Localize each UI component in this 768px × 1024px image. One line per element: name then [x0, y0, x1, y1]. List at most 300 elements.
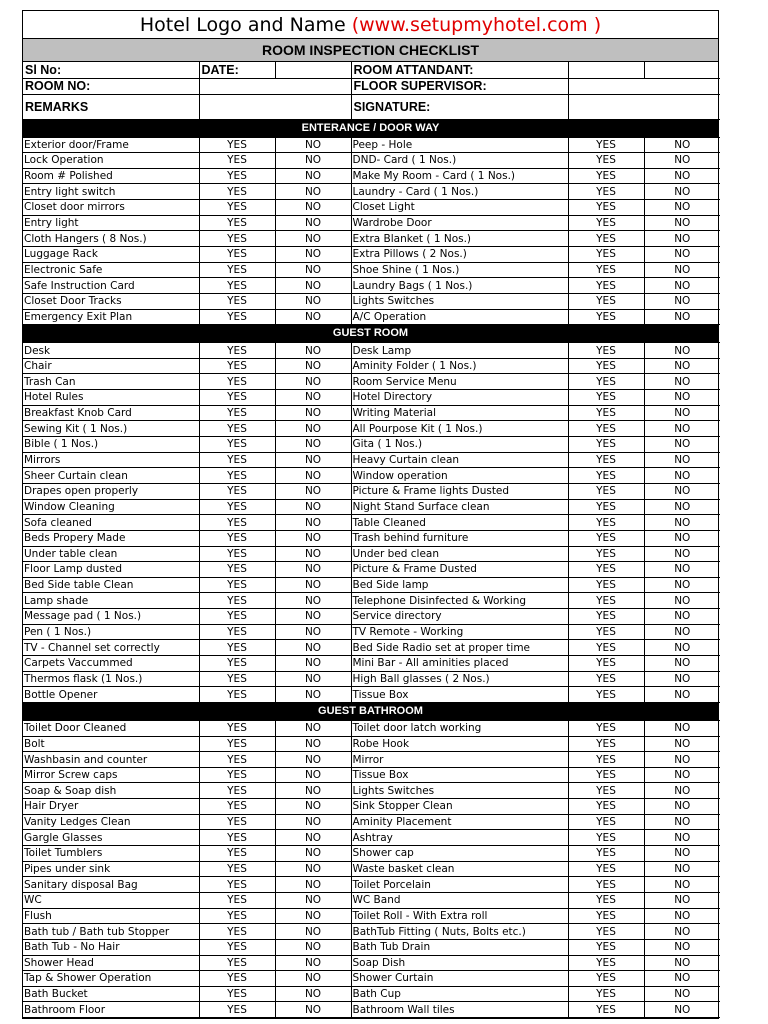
no-option[interactable]: NO: [275, 309, 351, 325]
no-option[interactable]: NO: [275, 861, 351, 877]
no-option[interactable]: NO: [275, 736, 351, 752]
no-option[interactable]: NO: [644, 814, 720, 830]
yes-option[interactable]: YES: [199, 374, 275, 390]
checklist-row: [23, 767, 720, 783]
checklist-row: [23, 168, 720, 184]
checklist-row: [23, 200, 720, 216]
yes-option[interactable]: YES: [568, 546, 644, 562]
yes-option[interactable]: YES: [568, 168, 644, 184]
no-option[interactable]: NO: [275, 877, 351, 893]
checklist-row: [23, 153, 720, 169]
no-option[interactable]: NO: [644, 986, 720, 1002]
no-option[interactable]: NO: [644, 231, 720, 247]
yes-option[interactable]: YES: [199, 671, 275, 687]
yes-option[interactable]: YES: [199, 577, 275, 593]
yes-option[interactable]: YES: [199, 309, 275, 325]
no-option[interactable]: NO: [644, 908, 720, 924]
yes-option[interactable]: YES: [199, 231, 275, 247]
item-label: Closet door mirrors: [23, 200, 199, 216]
no-option[interactable]: NO: [644, 530, 720, 546]
no-option[interactable]: NO: [275, 687, 351, 703]
no-option[interactable]: NO: [644, 830, 720, 846]
no-option[interactable]: NO: [644, 215, 720, 231]
no-option[interactable]: NO: [644, 200, 720, 216]
floor-supervisor-field[interactable]: [568, 78, 720, 94]
checklist-row: [23, 262, 720, 278]
yes-option[interactable]: YES: [568, 184, 644, 200]
no-option[interactable]: NO: [644, 293, 720, 309]
yes-option[interactable]: YES: [199, 908, 275, 924]
yes-option[interactable]: YES: [568, 736, 644, 752]
no-option[interactable]: NO: [644, 846, 720, 862]
yes-option[interactable]: YES: [568, 767, 644, 783]
no-option[interactable]: NO: [644, 624, 720, 640]
yes-option[interactable]: YES: [568, 374, 644, 390]
yes-option[interactable]: YES: [199, 562, 275, 578]
no-option[interactable]: NO: [644, 343, 720, 359]
item-label: Bath Cup: [351, 986, 568, 1002]
checklist-row: [23, 231, 720, 247]
checklist-row: [23, 877, 720, 893]
no-option[interactable]: NO: [275, 246, 351, 262]
item-label: Bolt: [23, 736, 199, 752]
no-option[interactable]: NO: [275, 153, 351, 169]
item-label: Soap Dish: [351, 955, 568, 971]
yes-option[interactable]: YES: [199, 624, 275, 640]
no-option[interactable]: NO: [275, 262, 351, 278]
yes-option[interactable]: YES: [199, 168, 275, 184]
no-option[interactable]: NO: [275, 374, 351, 390]
yes-option[interactable]: YES: [199, 783, 275, 799]
item-label: Writing Material: [351, 405, 568, 421]
no-option[interactable]: NO: [644, 358, 720, 374]
signature-field[interactable]: [568, 94, 720, 119]
no-option[interactable]: NO: [644, 971, 720, 987]
room-no-label: ROOM NO:: [23, 78, 199, 94]
no-option[interactable]: NO: [644, 546, 720, 562]
item-label: Shoe Shine ( 1 Nos.): [351, 262, 568, 278]
no-option[interactable]: NO: [275, 593, 351, 609]
checklist-row: [23, 671, 720, 687]
yes-option[interactable]: YES: [199, 939, 275, 955]
yes-option[interactable]: YES: [568, 814, 644, 830]
yes-option[interactable]: YES: [199, 262, 275, 278]
no-option[interactable]: NO: [644, 421, 720, 437]
yes-option[interactable]: YES: [568, 1002, 644, 1018]
yes-option[interactable]: YES: [199, 924, 275, 940]
no-option[interactable]: NO: [644, 687, 720, 703]
yes-option[interactable]: YES: [199, 405, 275, 421]
yes-option[interactable]: YES: [199, 892, 275, 908]
yes-option[interactable]: YES: [568, 246, 644, 262]
yes-option[interactable]: YES: [199, 720, 275, 736]
item-label: Breakfast Knob Card: [23, 405, 199, 421]
item-label: Gargle Glasses: [23, 830, 199, 846]
checklist-table: [23, 342, 720, 703]
no-option[interactable]: NO: [644, 184, 720, 200]
item-label: Trash Can: [23, 374, 199, 390]
no-option[interactable]: NO: [275, 168, 351, 184]
yes-option[interactable]: YES: [568, 687, 644, 703]
no-option[interactable]: NO: [275, 908, 351, 924]
yes-option[interactable]: YES: [568, 577, 644, 593]
yes-option[interactable]: YES: [568, 309, 644, 325]
yes-option[interactable]: YES: [568, 343, 644, 359]
yes-option[interactable]: YES: [199, 137, 275, 153]
item-label: Mirrors: [23, 452, 199, 468]
checklist-row: [23, 293, 720, 309]
item-label: Service directory: [351, 609, 568, 625]
no-option[interactable]: NO: [644, 437, 720, 453]
yes-option[interactable]: YES: [199, 799, 275, 815]
no-option[interactable]: NO: [644, 262, 720, 278]
no-option[interactable]: NO: [275, 846, 351, 862]
item-label: Telephone Disinfected & Working: [351, 593, 568, 609]
no-option[interactable]: NO: [275, 971, 351, 987]
yes-option[interactable]: YES: [199, 278, 275, 294]
no-option[interactable]: NO: [275, 609, 351, 625]
no-option[interactable]: NO: [644, 671, 720, 687]
yes-option[interactable]: YES: [199, 687, 275, 703]
yes-option[interactable]: YES: [199, 468, 275, 484]
yes-option[interactable]: YES: [568, 231, 644, 247]
item-label: Shower Curtain: [351, 971, 568, 987]
no-option[interactable]: NO: [644, 468, 720, 484]
yes-option[interactable]: YES: [568, 483, 644, 499]
item-label: Soap & Soap dish: [23, 783, 199, 799]
yes-option[interactable]: YES: [568, 405, 644, 421]
yes-option[interactable]: YES: [199, 830, 275, 846]
yes-option[interactable]: YES: [568, 358, 644, 374]
yes-option[interactable]: YES: [568, 153, 644, 169]
no-option[interactable]: NO: [644, 405, 720, 421]
item-label: Aminity Folder ( 1 Nos.): [351, 358, 568, 374]
item-label: Wardrobe Door: [351, 215, 568, 231]
checklist-row: [23, 215, 720, 231]
yes-option[interactable]: YES: [199, 246, 275, 262]
item-label: Laundry - Card ( 1 Nos.): [351, 184, 568, 200]
page-title: [23, 11, 718, 39]
item-label: Bottle Opener: [23, 687, 199, 703]
no-option[interactable]: NO: [644, 593, 720, 609]
no-option[interactable]: NO: [275, 184, 351, 200]
no-option[interactable]: NO: [644, 562, 720, 578]
no-option[interactable]: NO: [275, 390, 351, 406]
no-option[interactable]: NO: [644, 861, 720, 877]
item-label: Picture & Frame lights Dusted: [351, 483, 568, 499]
no-option[interactable]: NO: [275, 546, 351, 562]
item-label: TV - Channel set correctly: [23, 640, 199, 656]
no-option[interactable]: NO: [275, 483, 351, 499]
yes-option[interactable]: YES: [199, 814, 275, 830]
yes-option[interactable]: YES: [199, 515, 275, 531]
checklist-row: [23, 986, 720, 1002]
item-label: Night Stand Surface clean: [351, 499, 568, 515]
checklist-row: [23, 137, 720, 153]
item-label: Lamp shade: [23, 593, 199, 609]
item-label: Lights Switches: [351, 783, 568, 799]
no-option[interactable]: NO: [275, 405, 351, 421]
no-option[interactable]: NO: [275, 231, 351, 247]
no-option[interactable]: NO: [275, 671, 351, 687]
no-option[interactable]: NO: [275, 814, 351, 830]
no-option[interactable]: NO: [644, 374, 720, 390]
no-option[interactable]: NO: [275, 656, 351, 672]
yes-option[interactable]: YES: [199, 437, 275, 453]
no-option[interactable]: NO: [644, 309, 720, 325]
yes-option[interactable]: YES: [199, 499, 275, 515]
no-option[interactable]: NO: [644, 783, 720, 799]
no-option[interactable]: NO: [644, 246, 720, 262]
yes-option[interactable]: YES: [568, 939, 644, 955]
yes-option[interactable]: YES: [568, 562, 644, 578]
no-option[interactable]: NO: [275, 437, 351, 453]
no-option[interactable]: NO: [275, 200, 351, 216]
no-option[interactable]: NO: [275, 530, 351, 546]
yes-option[interactable]: YES: [568, 924, 644, 940]
no-option[interactable]: NO: [644, 168, 720, 184]
no-option[interactable]: NO: [275, 499, 351, 515]
checklist-row: [23, 752, 720, 768]
yes-option[interactable]: YES: [568, 624, 644, 640]
no-option[interactable]: NO: [275, 1002, 351, 1018]
no-option[interactable]: NO: [275, 892, 351, 908]
no-option[interactable]: NO: [644, 720, 720, 736]
yes-option[interactable]: YES: [568, 200, 644, 216]
no-option[interactable]: NO: [275, 137, 351, 153]
item-label: WC Band: [351, 892, 568, 908]
no-option[interactable]: NO: [644, 640, 720, 656]
item-label: Message pad ( 1 Nos.): [23, 609, 199, 625]
yes-option[interactable]: YES: [199, 955, 275, 971]
no-option[interactable]: NO: [275, 278, 351, 294]
item-label: A/C Operation: [351, 309, 568, 325]
yes-option[interactable]: YES: [568, 846, 644, 862]
no-option[interactable]: NO: [644, 609, 720, 625]
yes-option[interactable]: YES: [199, 530, 275, 546]
yes-option[interactable]: YES: [199, 293, 275, 309]
yes-option[interactable]: YES: [568, 955, 644, 971]
yes-option[interactable]: YES: [199, 593, 275, 609]
yes-option[interactable]: YES: [568, 137, 644, 153]
yes-option[interactable]: YES: [568, 830, 644, 846]
no-option[interactable]: NO: [644, 924, 720, 940]
date-field[interactable]: [275, 62, 351, 78]
checklist-row: [23, 656, 720, 672]
item-label: Carpets Vaccummed: [23, 656, 199, 672]
yes-option[interactable]: YES: [568, 656, 644, 672]
yes-option[interactable]: YES: [568, 861, 644, 877]
no-option[interactable]: NO: [644, 939, 720, 955]
no-option[interactable]: NO: [275, 468, 351, 484]
yes-option[interactable]: YES: [568, 752, 644, 768]
no-option[interactable]: NO: [644, 390, 720, 406]
no-option[interactable]: NO: [275, 577, 351, 593]
checklist-row: [23, 783, 720, 799]
yes-option[interactable]: YES: [199, 483, 275, 499]
no-option[interactable]: NO: [644, 278, 720, 294]
yes-option[interactable]: YES: [199, 877, 275, 893]
yes-option[interactable]: YES: [199, 767, 275, 783]
no-option[interactable]: NO: [275, 640, 351, 656]
yes-option[interactable]: YES: [568, 278, 644, 294]
yes-option[interactable]: YES: [568, 593, 644, 609]
yes-option[interactable]: YES: [568, 499, 644, 515]
item-label: Closet Door Tracks: [23, 293, 199, 309]
no-option[interactable]: NO: [275, 720, 351, 736]
item-label: Lights Switches: [351, 293, 568, 309]
no-option[interactable]: NO: [644, 767, 720, 783]
no-option[interactable]: NO: [644, 656, 720, 672]
item-label: Bathroom Wall tiles: [351, 1002, 568, 1018]
checklist-row: [23, 530, 720, 546]
checklist-row: [23, 640, 720, 656]
no-option[interactable]: NO: [275, 830, 351, 846]
yes-option[interactable]: YES: [568, 640, 644, 656]
yes-option[interactable]: YES: [568, 530, 644, 546]
yes-option[interactable]: YES: [568, 452, 644, 468]
yes-option[interactable]: YES: [199, 986, 275, 1002]
checklist-row: [23, 546, 720, 562]
yes-option[interactable]: YES: [199, 421, 275, 437]
no-option[interactable]: NO: [275, 343, 351, 359]
yes-option[interactable]: YES: [199, 390, 275, 406]
no-option[interactable]: NO: [644, 877, 720, 893]
no-option[interactable]: NO: [275, 358, 351, 374]
no-option[interactable]: NO: [275, 624, 351, 640]
yes-option[interactable]: YES: [199, 153, 275, 169]
item-label: Closet Light: [351, 200, 568, 216]
no-option[interactable]: NO: [275, 986, 351, 1002]
no-option[interactable]: NO: [644, 577, 720, 593]
yes-option[interactable]: YES: [199, 656, 275, 672]
checklist-row: [23, 799, 720, 815]
yes-option[interactable]: YES: [199, 861, 275, 877]
signature-label: SIGNATURE:: [351, 94, 568, 119]
item-label: TV Remote - Working: [351, 624, 568, 640]
no-option[interactable]: NO: [644, 736, 720, 752]
yes-option[interactable]: YES: [199, 200, 275, 216]
yes-option[interactable]: YES: [568, 799, 644, 815]
no-option[interactable]: NO: [644, 799, 720, 815]
yes-option[interactable]: YES: [199, 736, 275, 752]
item-label: Bath tub / Bath tub Stopper: [23, 924, 199, 940]
item-label: Toilet door latch working: [351, 720, 568, 736]
checklist-row: [23, 468, 720, 484]
no-option[interactable]: NO: [275, 293, 351, 309]
yes-option[interactable]: YES: [568, 971, 644, 987]
yes-option[interactable]: YES: [199, 1002, 275, 1018]
yes-option[interactable]: YES: [199, 343, 275, 359]
yes-option[interactable]: YES: [568, 877, 644, 893]
yes-option[interactable]: YES: [199, 971, 275, 987]
yes-option[interactable]: YES: [568, 262, 644, 278]
no-option[interactable]: NO: [275, 421, 351, 437]
item-label: Sheer Curtain clean: [23, 468, 199, 484]
item-label: Lock Operation: [23, 153, 199, 169]
room-no-field[interactable]: [199, 78, 351, 94]
no-option[interactable]: NO: [644, 515, 720, 531]
no-option[interactable]: NO: [644, 892, 720, 908]
no-option[interactable]: NO: [644, 452, 720, 468]
checklist-row: [23, 437, 720, 453]
no-option[interactable]: NO: [275, 783, 351, 799]
item-label: Toilet Roll - With Extra roll: [351, 908, 568, 924]
yes-option[interactable]: YES: [199, 752, 275, 768]
yes-option[interactable]: YES: [568, 892, 644, 908]
no-option[interactable]: NO: [275, 955, 351, 971]
item-label: Hotel Rules: [23, 390, 199, 406]
yes-option[interactable]: YES: [568, 437, 644, 453]
yes-option[interactable]: YES: [568, 390, 644, 406]
yes-option[interactable]: YES: [568, 215, 644, 231]
no-option[interactable]: NO: [275, 939, 351, 955]
checklist-row: [23, 720, 720, 736]
item-label: Pipes under sink: [23, 861, 199, 877]
yes-option[interactable]: YES: [199, 609, 275, 625]
no-option[interactable]: NO: [275, 515, 351, 531]
room-attendant-field[interactable]: [568, 62, 644, 78]
no-option[interactable]: NO: [644, 483, 720, 499]
yes-option[interactable]: YES: [199, 184, 275, 200]
yes-option[interactable]: YES: [568, 468, 644, 484]
section-header: GUEST ROOM: [23, 325, 718, 342]
no-option[interactable]: NO: [644, 499, 720, 515]
yes-option[interactable]: YES: [199, 452, 275, 468]
yes-option[interactable]: YES: [199, 546, 275, 562]
date-label: DATE:: [199, 62, 275, 78]
yes-option[interactable]: YES: [199, 846, 275, 862]
yes-option[interactable]: YES: [568, 421, 644, 437]
yes-option[interactable]: YES: [568, 720, 644, 736]
remarks-field[interactable]: [199, 94, 351, 119]
checklist-row: [23, 562, 720, 578]
no-option[interactable]: NO: [644, 955, 720, 971]
no-option[interactable]: NO: [275, 215, 351, 231]
item-label: Waste basket clean: [351, 861, 568, 877]
no-option[interactable]: NO: [644, 153, 720, 169]
yes-option[interactable]: YES: [568, 293, 644, 309]
item-label: Bed Side lamp: [351, 577, 568, 593]
item-label: Extra Pillows ( 2 Nos.): [351, 246, 568, 262]
no-option[interactable]: NO: [644, 752, 720, 768]
yes-option[interactable]: YES: [568, 783, 644, 799]
item-label: Luggage Rack: [23, 246, 199, 262]
no-option[interactable]: NO: [275, 799, 351, 815]
no-option[interactable]: NO: [275, 767, 351, 783]
yes-option[interactable]: YES: [568, 515, 644, 531]
yes-option[interactable]: YES: [199, 215, 275, 231]
yes-option[interactable]: YES: [199, 358, 275, 374]
no-option[interactable]: NO: [275, 562, 351, 578]
item-label: Make My Room - Card ( 1 Nos.): [351, 168, 568, 184]
no-option[interactable]: NO: [275, 452, 351, 468]
yes-option[interactable]: YES: [568, 908, 644, 924]
yes-option[interactable]: YES: [568, 671, 644, 687]
yes-option[interactable]: YES: [199, 640, 275, 656]
yes-option[interactable]: YES: [568, 986, 644, 1002]
no-option[interactable]: NO: [644, 137, 720, 153]
room-attendant-field-2[interactable]: [644, 62, 720, 78]
item-label: Bed Side table Clean: [23, 577, 199, 593]
yes-option[interactable]: YES: [568, 609, 644, 625]
checklist-row: [23, 452, 720, 468]
no-option[interactable]: NO: [275, 924, 351, 940]
item-label: Chair: [23, 358, 199, 374]
no-option[interactable]: NO: [644, 1002, 720, 1018]
item-label: High Ball glasses ( 2 Nos.): [351, 671, 568, 687]
no-option[interactable]: NO: [275, 752, 351, 768]
